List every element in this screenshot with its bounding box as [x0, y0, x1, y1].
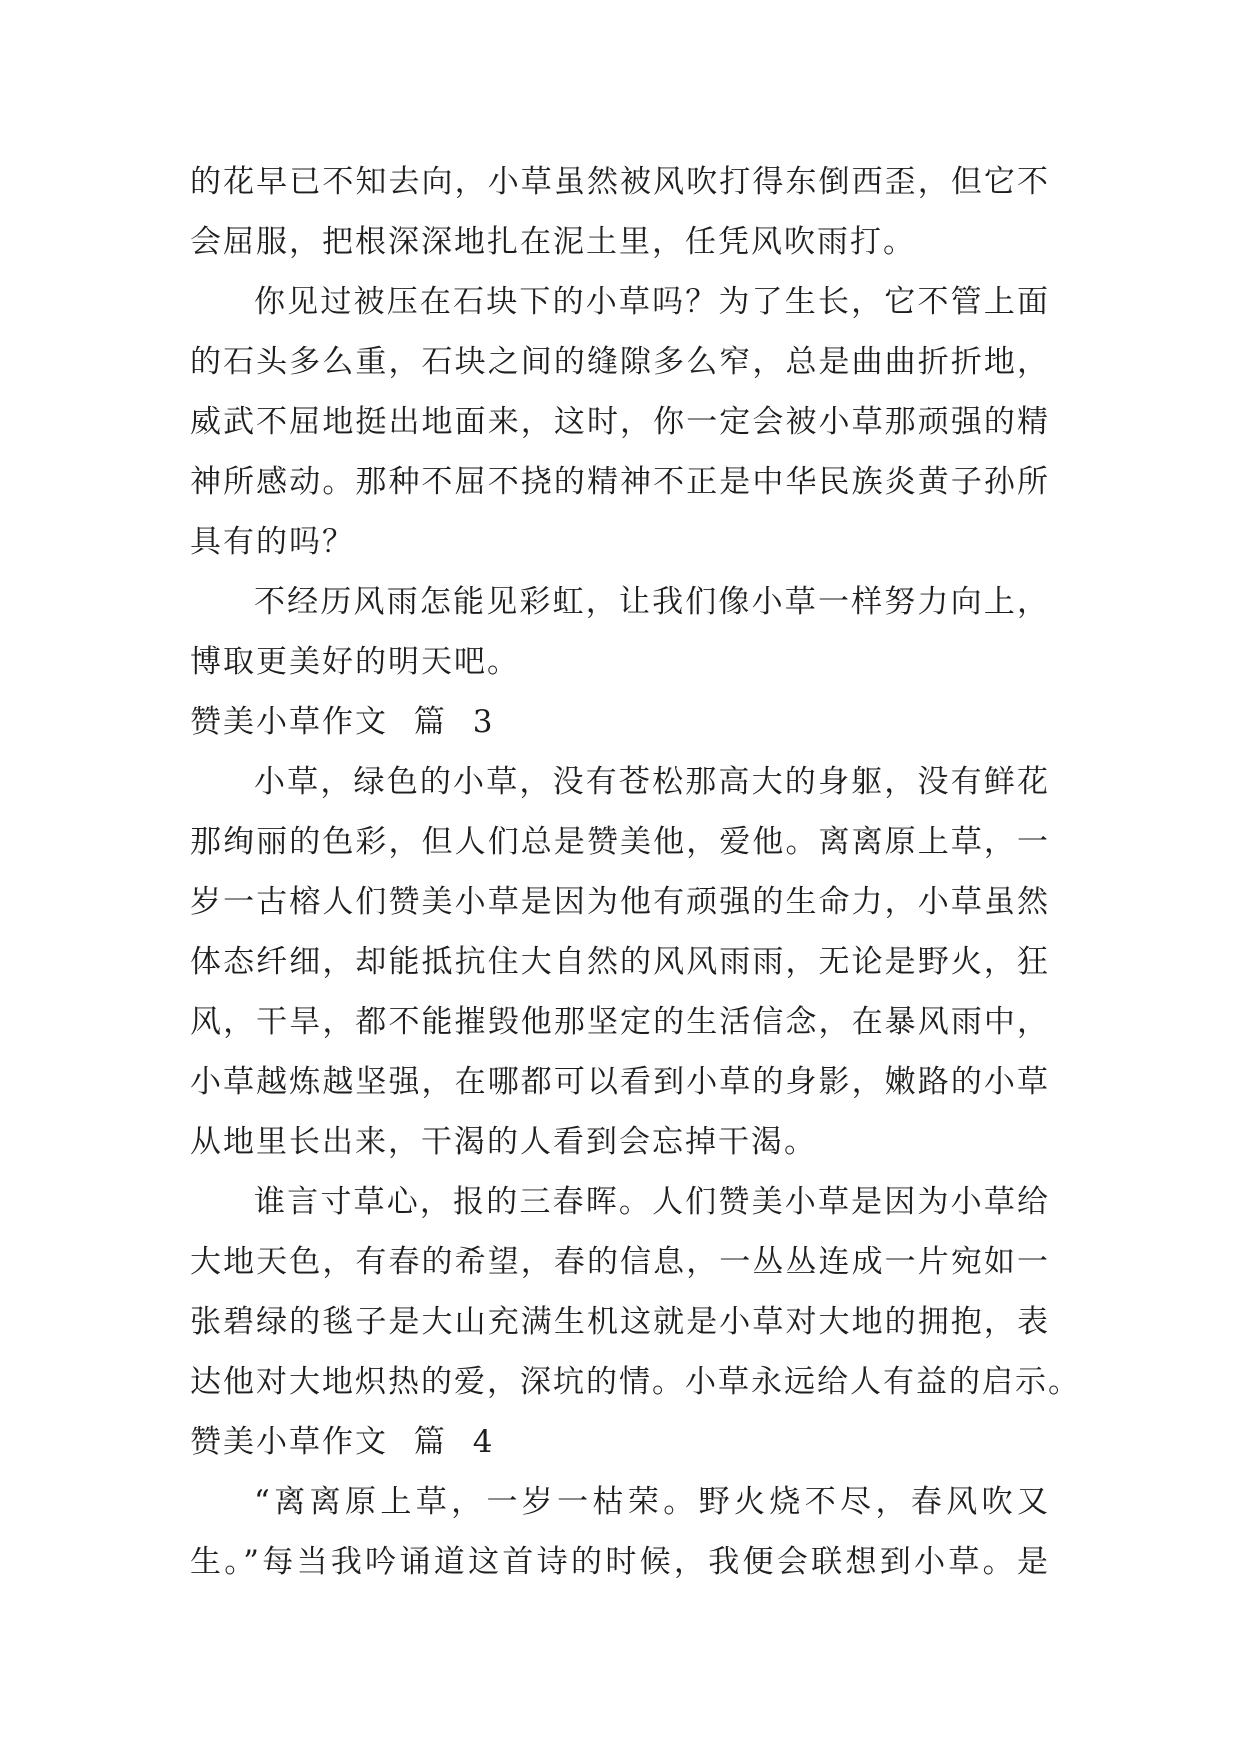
text-line: 具有的吗？ [190, 524, 355, 560]
text-line: 达他对大地炽热的爱，深坑的情。小草永远给人有益的启示。 [190, 1364, 1081, 1400]
text-line: 会屈服，把根深深地扎在泥土里，任凭风吹雨打。 [190, 224, 916, 260]
text-line: 不经历风雨怎能见彩虹，让我们像小草一样努力向上， [254, 584, 1050, 620]
text-line: 张碧绿的毯子是大山充满生机这就是小草对大地的拥抱，表 [190, 1304, 1050, 1340]
text-line: 生。”每当我吟诵道这首诗的时候，我便会联想到小草。是 [190, 1544, 1050, 1580]
text-line: 你见过被压在石块下的小草吗？为了生长，它不管上面 [254, 284, 1050, 320]
paragraph [190, 1172, 1081, 1412]
text-line: 谁言寸草心，报的三春晖。人们赞美小草是因为小草给 [254, 1184, 1050, 1220]
text-line: 大地天色，有春的希望，春的信息，一丛丛连成一片宛如一 [190, 1244, 1050, 1280]
text-line: 博取更美好的明天吧。 [190, 644, 520, 680]
text-line: 威武不屈地挺出地面来，这时，你一定会被小草那顽强的精 [190, 404, 1050, 440]
text-line: 风，干旱，都不能摧毁他那坚定的生活信念，在暴风雨中， [190, 1004, 1050, 1040]
text-line: 体态纤细，却能抵抗住大自然的风风雨雨，无论是野火，狂 [190, 944, 1050, 980]
document-body [190, 152, 1081, 1592]
text-line: 的花早已不知去向，小草虽然被风吹打得东倒西歪，但它不 [190, 164, 1050, 200]
text-line: 神所感动。那种不屈不挠的精神不正是中华民族炎黄子孙所 [190, 464, 1050, 500]
text-line: 从地里长出来，干渴的人看到会忘掉干渴。 [190, 1124, 817, 1160]
text-line: 岁一古榕人们赞美小草是因为他有顽强的生命力，小草虽然 [190, 884, 1050, 920]
paragraph [190, 152, 1050, 272]
paragraph [190, 572, 1050, 692]
section-heading: 赞美小草作文 篇 3 [190, 704, 495, 740]
text-line: 那绚丽的色彩，但人们总是赞美他，爱他。离离原上草，一 [190, 824, 1050, 860]
text-line: 的石头多么重，石块之间的缝隙多么窄，总是曲曲折折地， [190, 344, 1050, 380]
text-line: 小草越炼越坚强，在哪都可以看到小草的身影，嫩路的小草 [190, 1064, 1050, 1100]
paragraph [190, 752, 1050, 1172]
section-heading: 赞美小草作文 篇 4 [190, 1424, 495, 1460]
paragraph [190, 1472, 1050, 1592]
paragraph [190, 272, 1050, 572]
text-line: “离离原上草，一岁一枯荣。野火烧不尽，春风吹又 [254, 1484, 1050, 1520]
text-line: 小草，绿色的小草，没有苍松那高大的身躯，没有鲜花 [254, 764, 1050, 800]
